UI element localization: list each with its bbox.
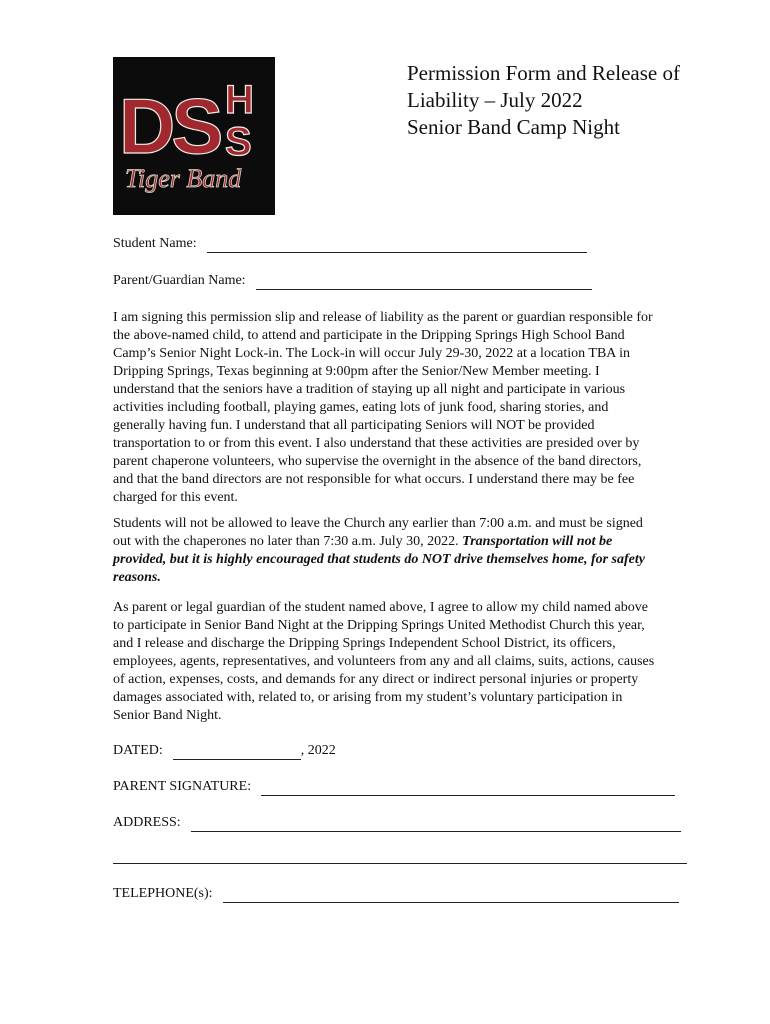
logo-letter-h: H	[225, 78, 254, 122]
parent-signature-field[interactable]	[261, 781, 675, 796]
student-name-label: Student Name:	[113, 236, 197, 251]
title-line: Liability – July 2022	[407, 88, 583, 112]
paragraph-line: transportation to or from this event. I also understand that these activities are presided over by	[113, 436, 640, 451]
paragraph-line: understand that the seniors have a tradition of staying up all night and participate in various	[113, 382, 626, 397]
title-line: Senior Band Camp Night	[407, 115, 620, 139]
transportation-warning: provided, but it is highly encouraged that students do NOT drive themselves home, for safety	[113, 552, 645, 567]
liability-paragraph-1	[113, 309, 703, 507]
paragraph-line: and I release and discharge the Dripping Springs Independent School District, its officers,	[113, 636, 616, 651]
telephone-row	[113, 885, 679, 903]
paragraph-line: Students will not be allowed to leave the Church any earlier than 7:00 a.m. and must be signed	[113, 516, 643, 531]
paragraph-line: Senior Band Night.	[113, 708, 222, 723]
paragraph-line: of action, expenses, costs, and demands for any direct or indirect personal injuries or property	[113, 672, 639, 687]
paragraph-period: .	[157, 570, 161, 585]
address-field[interactable]	[191, 817, 681, 832]
telephone-label: TELEPHONE(s):	[113, 886, 213, 901]
paragraph-line: employees, agents, representatives, and volunteers from any and all claims, suits, actions, causes	[113, 654, 655, 669]
parent-signature-label: PARENT SIGNATURE:	[113, 779, 252, 794]
paragraph-line: Camp’s Senior Night Lock-in. The Lock-in will occur July 29-30, 2022 at a location TBA in	[113, 346, 631, 361]
tiger-band-logo	[113, 57, 275, 215]
paragraph-text: out with the chaperones no later than 7:30 a.m. July 30, 2022.	[113, 534, 463, 549]
dated-year: , 2022	[300, 743, 336, 758]
paragraph-line: charged for this event.	[113, 490, 238, 505]
paragraph-line: damages associated with, related to, or arising from my student’s voluntary participation in	[113, 690, 623, 705]
paragraph-line: parent chaperone volunteers, who supervise the overnight in the absence of the band directors,	[113, 454, 642, 469]
transportation-warning: Transportation will not be	[462, 534, 613, 549]
address-label: ADDRESS:	[113, 815, 181, 830]
logo-letter-s: S	[225, 120, 252, 164]
paragraph-line	[113, 569, 703, 587]
paragraph-line	[113, 533, 703, 551]
paragraph-line: activities including football, playing games, eating lots of junk food, sharing stories, and	[113, 400, 609, 415]
guardian-name-label: Parent/Guardian Name:	[113, 273, 246, 288]
logo-graphic	[113, 57, 275, 215]
title-line: Permission Form and Release of	[407, 61, 680, 85]
student-name-row	[113, 235, 587, 253]
telephone-field[interactable]	[223, 888, 679, 903]
guardian-name-row	[113, 272, 592, 290]
paragraph-line: the above-named child, to attend and participate in the Dripping Springs High School Band	[113, 328, 625, 343]
dated-row	[113, 742, 336, 760]
paragraph-line: generally having fun. I understand that all participating Seniors will NOT be provided	[113, 418, 595, 433]
address-row	[113, 814, 681, 832]
guardian-name-field[interactable]	[256, 275, 592, 290]
dated-field[interactable]	[173, 745, 301, 760]
release-paragraph	[113, 599, 703, 725]
transportation-paragraph	[113, 515, 703, 587]
student-name-field[interactable]	[207, 238, 587, 253]
logo-script-tiger-band: Tiger Band	[125, 164, 242, 193]
parent-signature-row	[113, 778, 675, 796]
transportation-warning: reasons	[113, 570, 158, 585]
form-title	[407, 60, 747, 141]
dated-label: DATED:	[113, 743, 163, 758]
paragraph-line: and that the band directors are not responsible for what occurs. I understand there may be fee	[113, 472, 635, 487]
logo-letters-ds: DS	[119, 82, 220, 170]
paragraph-line: As parent or legal guardian of the student named above, I agree to allow my child named above	[113, 600, 648, 615]
paragraph-line: to participate in Senior Band Night at the Dripping Springs United Methodist Church this year,	[113, 618, 645, 633]
paragraph-line: I am signing this permission slip and release of liability as the parent or guardian responsible for	[113, 310, 653, 325]
paragraph-line: Dripping Springs, Texas beginning at 9:00pm after the Senior/New Member meeting. I	[113, 364, 600, 379]
address-line-2-field[interactable]	[113, 863, 687, 864]
